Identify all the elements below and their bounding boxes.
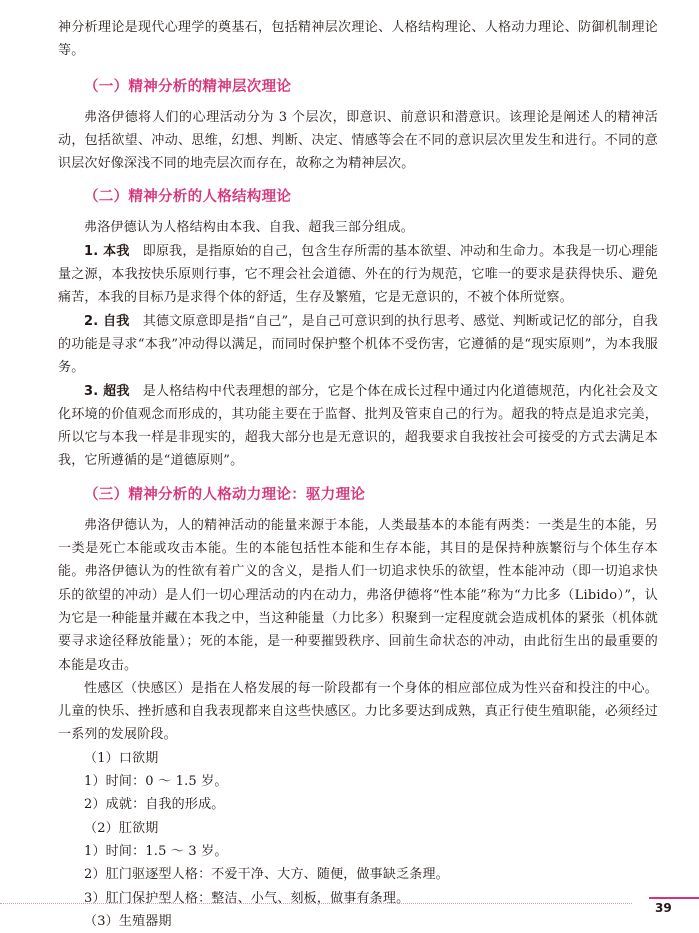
paragraph: 性感区（快感区）是指在人格发展的每一阶段都有一个身体的相应部位成为性兴奋和投注的中心。儿童的快乐、挫折感和自我表现都来自这些快感区。力比多要达到成熟，真正行使生殖职能，必须经过一系列的发展阶段。 — [58, 680, 658, 743]
list-item: （2）肛欲期 — [84, 820, 159, 836]
list-item: （3）生殖器期 — [84, 913, 172, 929]
term-superego: 3. 超我 — [84, 383, 130, 399]
page-number: 39 — [655, 901, 672, 915]
list-item: （1）口欲期 — [84, 750, 159, 766]
list-item-ego — [58, 310, 658, 380]
section-heading-2: （二）精神分析的人格结构理论 — [84, 189, 292, 206]
paragraph: 弗洛伊德将人们的心理活动分为 3 个层次，即意识、前意识和潜意识。该理论是阐述人的精神活动，包括欲望、冲动、思维，幻想、判断、决定、情感等会在不同的意识层次里发生和进行。不同的意识层次好像深浅不同的地壳层次而存在，故称之为精神层次。 — [58, 109, 658, 172]
term-superego-text: 是人格结构中代表理想的部分，它是个体在成长过程中通过内化道德规范，内化社会及文化环境的价值观念而形成的，其功能主要在于监督、批判及管束自己的行为。超我的特点是追求完美，所以它与本我一样是非现实的，超我大部分也是无意识的，超我要求自我按社会可接受的方式去满足本我，它所遵循的是“道德原则”。 — [58, 383, 658, 469]
section-heading-1: （一）精神分析的精神层次理论 — [84, 78, 292, 95]
paragraph: 弗洛伊德认为人格结构由本我、自我、超我三部分组成。 — [84, 220, 415, 236]
list-item: 3）肛门保护型人格：整洁、小气、刻板，做事有条理。 — [84, 890, 410, 906]
list-item-id — [58, 240, 658, 310]
page-content — [58, 16, 658, 933]
footer-rule — [0, 903, 632, 904]
list-item: 2）成就：自我的形成。 — [84, 797, 225, 813]
footer-accent-bar — [649, 897, 699, 899]
list-item: 1）时间：1.5 ～ 3 岁。 — [84, 843, 228, 859]
term-id-text: 即原我，是指原始的自己，包含生存所需的基本欲望、冲动和生命力。本我是一切心理能量之源，本我按快乐原则行事，它不理会社会道德、外在的行为规范，它唯一的要求是获得快乐、避免痛苦，本我的目标乃是求得个体的舒适，生存及繁殖，它是无意识的，不被个体所觉察。 — [58, 243, 658, 306]
list-item: 1）时间：0 ～ 1.5 岁。 — [84, 774, 228, 790]
term-ego: 2. 自我 — [84, 313, 130, 329]
paragraph: 弗洛伊德认为，人的精神活动的能量来源于本能，人类最基本的本能有两类：一类是生的本能，另一类是死亡本能或攻击本能。生的本能包括性本能和生存本能，其目的是保持种族繁衍与个体生存本能。弗洛伊德认为的性欲有着广义的含义，是指人们一切追求快乐的欲望，性本能冲动（即一切追求快乐的欲望的冲动）是人们一切心理活动的内在动力，弗洛伊德将“性本能”称为“力比多（Libido）”，认为它是一种能量并藏在本我之中，当这种能量（力比多）积聚到一定程度就会造成机体的紧张（机体就要寻求途径释放能量）；死的本能，是一种要摧毁秩序、回前生命状态的冲动，由此衍生出的最重要的本能是攻击。 — [58, 517, 658, 673]
intro-paragraph: 神分析理论是现代心理学的奠基石，包括精神层次理论、人格结构理论、人格动力理论、防御机制理论等。 — [58, 20, 658, 59]
section-heading-3: （三）精神分析的人格动力理论：驱力理论 — [84, 486, 366, 503]
term-id: 1. 本我 — [84, 243, 130, 259]
term-ego-text: 其德文原意即是指“自己”，是自己可意识到的执行思考、感觉、判断或记忆的部分，自我的功能是寻求“本我”冲动得以满足，而同时保护整个机体不受伤害，它遵循的是“现实原则”，为本我服务。 — [58, 313, 659, 376]
list-item: 2）肛门驱逐型人格：不爱干净、大方、随便，做事缺乏条理。 — [84, 867, 449, 883]
list-item-superego — [58, 380, 658, 473]
